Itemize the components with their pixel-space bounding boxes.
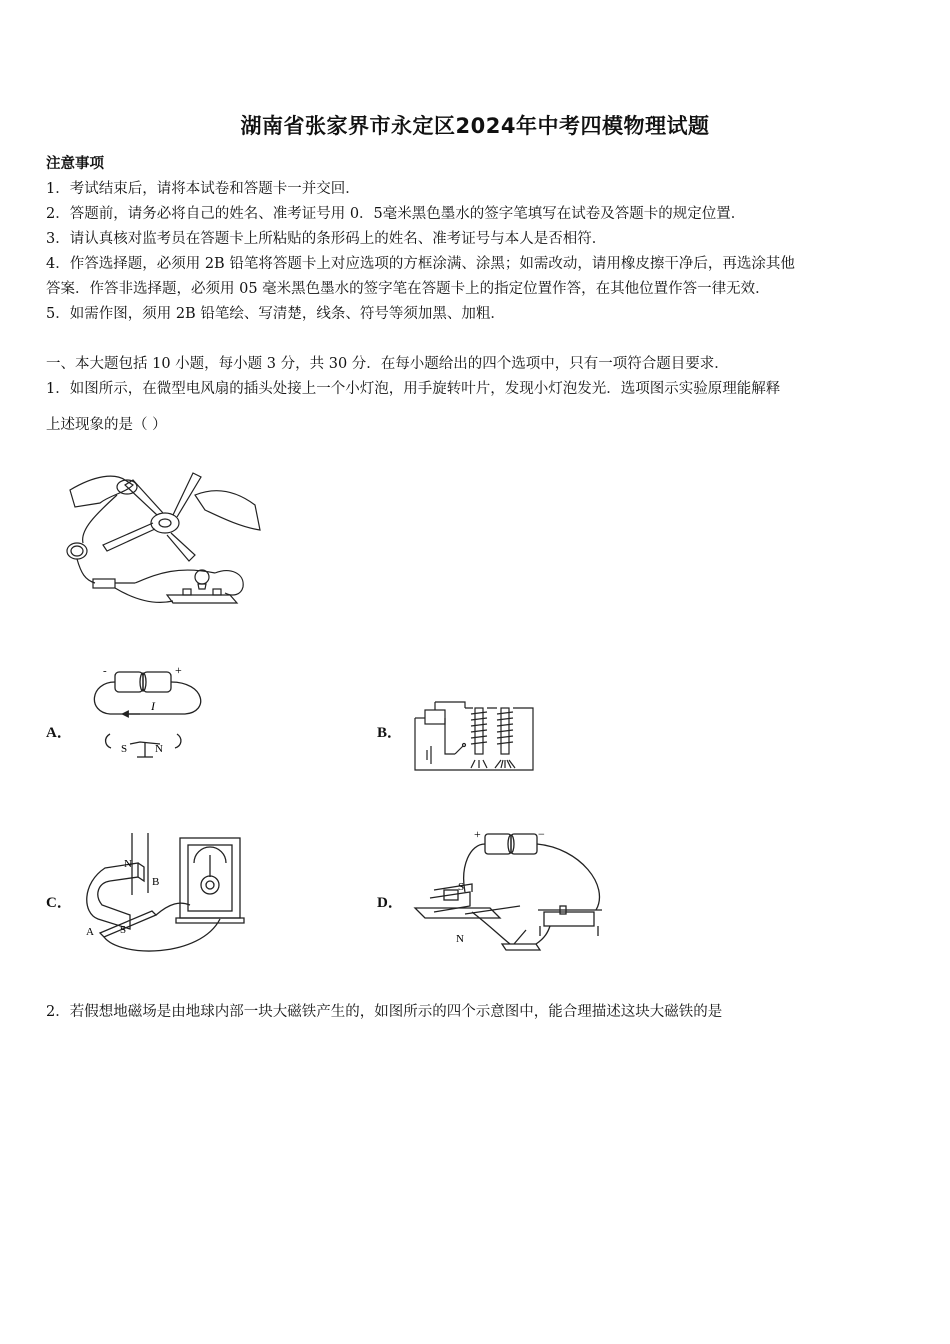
option-a-diagram: [85, 662, 215, 762]
page-title: 湖南省张家界市永定区2024年中考四模物理试题: [240, 114, 710, 138]
option-a-current: I: [151, 699, 155, 713]
option-d-label[interactable]: D．: [377, 895, 403, 911]
option-d-plus: +: [474, 827, 481, 841]
option-a-n: N: [155, 743, 163, 755]
notice-heading: 注意事项: [46, 155, 104, 172]
question-1-text-cont: 上述现象的是（ ）: [46, 417, 167, 433]
option-c-s: S: [120, 924, 127, 936]
question-2-text: 2．若假想地磁场是由地球内部一块大磁铁产生的，如图所示的四个示意图中，能合理描述这块大磁铁的是: [46, 1004, 723, 1020]
notice-item-4-cont: 答案．作答非选择题，必须用 05 毫米黑色墨水的签字笔在答题卡上的指定位置作答，在其他位置作答一律无效．: [46, 281, 770, 297]
option-b-label[interactable]: B．: [377, 725, 403, 741]
option-c-b: B: [152, 876, 160, 888]
option-b-diagram: [405, 698, 540, 778]
notice-item-1: 1．考试结束后，请将本试卷和答题卡一并交回．: [46, 181, 360, 197]
option-a-plus: +: [175, 663, 182, 677]
option-d-diagram: [410, 826, 610, 956]
option-c-n: N: [124, 858, 132, 870]
notice-item-5: 5．如需作图，须用 2B 铅笔绘、写清楚，线条、符号等须加黑、加粗．: [46, 306, 505, 322]
option-a-s: S: [121, 743, 128, 755]
question-1-text: 1．如图所示，在微型电风扇的插头处接上一个小灯泡，用手旋转叶片，发现小灯泡发光．选项图示实验原理能解释: [46, 381, 781, 397]
notice-item-4: 4．作答选择题，必须用 2B 铅笔将答题卡上对应选项的方框涂满、涂黑；如需改动，请用橡皮擦干净后，再选涂其他: [46, 256, 795, 272]
notice-item-2: 2．答题前，请务必将自己的姓名、准考证号用 0．5毫米黑色墨水的签字笔填写在试卷及答题卡的规定位置．: [46, 206, 746, 222]
option-a-minus: -: [103, 665, 107, 677]
fan-lamp-figure: [55, 455, 265, 615]
section-heading: 一、本大题包括 10 小题，每小题 3 分，共 30 分．在每小题给出的四个选项中，只有一项符合题目要求．: [46, 356, 729, 372]
notice-item-3: 3．请认真核对监考员在答题卡上所粘贴的条形码上的姓名、准考证号与本人是否相符．: [46, 231, 607, 247]
option-c-diagram: [80, 833, 255, 958]
option-a-label[interactable]: A．: [46, 725, 72, 741]
option-d-n: N: [456, 933, 464, 945]
option-c-a: A: [86, 926, 94, 938]
option-d-minus: −: [538, 827, 545, 841]
option-c-label[interactable]: C．: [46, 895, 72, 911]
option-d-s: S: [458, 881, 465, 893]
